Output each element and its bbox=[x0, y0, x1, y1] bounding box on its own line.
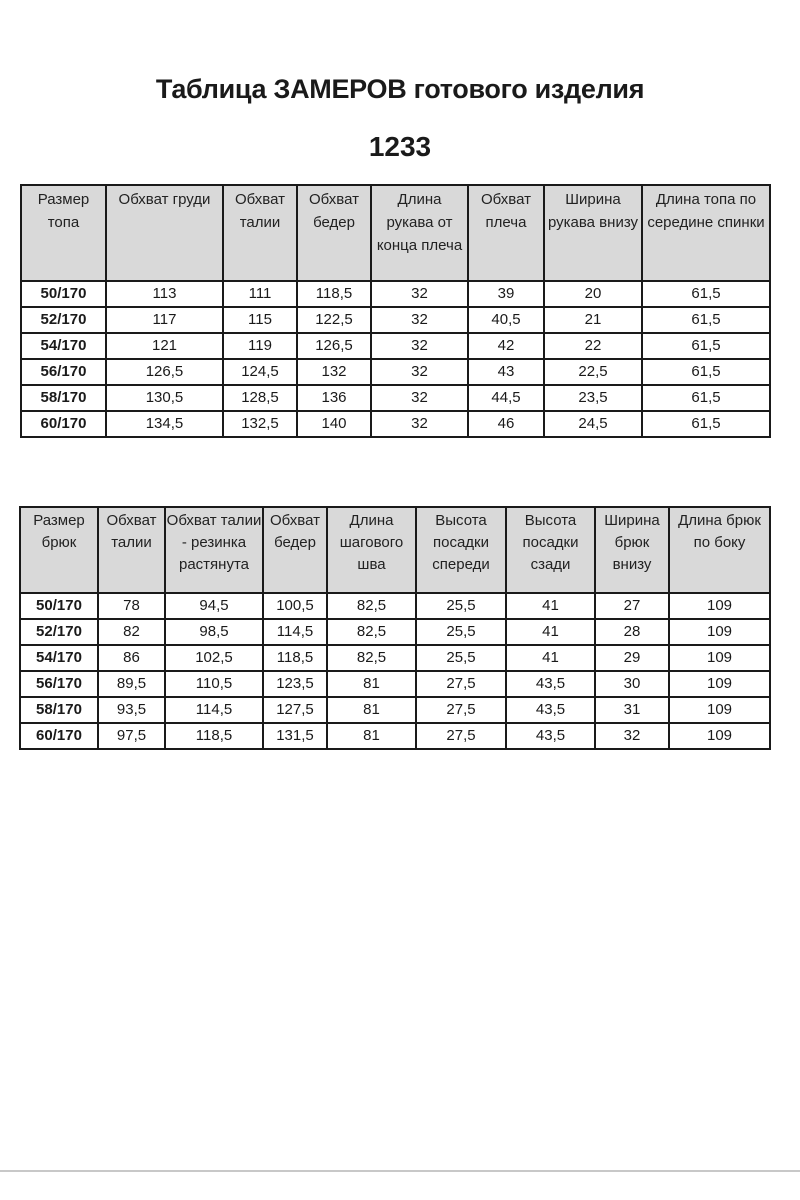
measurement-cell: 28 bbox=[595, 619, 669, 645]
measurement-cell: 102,5 bbox=[165, 645, 263, 671]
column-header: Обхват груди bbox=[106, 185, 223, 281]
measurement-cell: 128,5 bbox=[223, 385, 297, 411]
column-header: Обхват бедер bbox=[297, 185, 371, 281]
measurement-cell: 100,5 bbox=[263, 593, 327, 619]
measurement-cell: 126,5 bbox=[106, 359, 223, 385]
measurement-cell: 114,5 bbox=[165, 697, 263, 723]
measurement-cell: 32 bbox=[371, 307, 468, 333]
measurement-cell: 81 bbox=[327, 671, 416, 697]
measurement-cell: 140 bbox=[297, 411, 371, 437]
top-measurements-table bbox=[20, 184, 771, 438]
measurement-cell: 118,5 bbox=[263, 645, 327, 671]
table-row bbox=[20, 671, 770, 697]
column-header: Ширина брюк внизу bbox=[595, 507, 669, 593]
document-title: Таблица ЗАМЕРОВ готового изделия bbox=[155, 74, 645, 104]
table-row bbox=[20, 723, 770, 749]
measurement-cell: 131,5 bbox=[263, 723, 327, 749]
table-row bbox=[21, 307, 770, 333]
measurement-cell: 41 bbox=[506, 593, 595, 619]
measurement-cell: 134,5 bbox=[106, 411, 223, 437]
measurement-cell: 118,5 bbox=[297, 281, 371, 307]
measurement-cell: 132 bbox=[297, 359, 371, 385]
size-cell: 50/170 bbox=[21, 281, 106, 307]
measurement-cell: 25,5 bbox=[416, 619, 506, 645]
table-row bbox=[21, 281, 770, 307]
trousers-measurements-table bbox=[19, 506, 771, 750]
size-cell: 56/170 bbox=[21, 359, 106, 385]
measurement-cell: 32 bbox=[371, 411, 468, 437]
measurement-cell: 61,5 bbox=[642, 333, 770, 359]
measurement-cell: 41 bbox=[506, 645, 595, 671]
measurement-cell: 43,5 bbox=[506, 723, 595, 749]
size-cell: 58/170 bbox=[21, 385, 106, 411]
measurement-cell: 61,5 bbox=[642, 411, 770, 437]
measurement-cell: 43,5 bbox=[506, 671, 595, 697]
measurement-cell: 44,5 bbox=[468, 385, 544, 411]
measurement-cell: 32 bbox=[371, 385, 468, 411]
column-header: Обхват талии bbox=[98, 507, 165, 593]
measurement-cell: 43,5 bbox=[506, 697, 595, 723]
measurement-cell: 27,5 bbox=[416, 723, 506, 749]
measurement-cell: 121 bbox=[106, 333, 223, 359]
measurement-cell: 32 bbox=[371, 333, 468, 359]
measurement-cell: 82,5 bbox=[327, 593, 416, 619]
column-header: Длина брюк по боку bbox=[669, 507, 770, 593]
measurement-cell: 31 bbox=[595, 697, 669, 723]
measurement-cell: 41 bbox=[506, 619, 595, 645]
measurement-cell: 82 bbox=[98, 619, 165, 645]
measurement-cell: 93,5 bbox=[98, 697, 165, 723]
measurement-cell: 32 bbox=[595, 723, 669, 749]
column-header: Обхват талии - резинка растянута bbox=[165, 507, 263, 593]
column-header: Размер топа bbox=[21, 185, 106, 281]
measurement-cell: 97,5 bbox=[98, 723, 165, 749]
measurement-cell: 22,5 bbox=[544, 359, 642, 385]
measurement-cell: 24,5 bbox=[544, 411, 642, 437]
measurement-cell: 109 bbox=[669, 723, 770, 749]
measurement-cell: 118,5 bbox=[165, 723, 263, 749]
measurement-cell: 124,5 bbox=[223, 359, 297, 385]
measurement-cell: 109 bbox=[669, 671, 770, 697]
size-cell: 54/170 bbox=[20, 645, 98, 671]
table-row bbox=[20, 697, 770, 723]
measurement-cell: 42 bbox=[468, 333, 544, 359]
measurement-cell: 126,5 bbox=[297, 333, 371, 359]
size-cell: 56/170 bbox=[20, 671, 98, 697]
measurement-cell: 89,5 bbox=[98, 671, 165, 697]
column-header: Высота посадки спереди bbox=[416, 507, 506, 593]
size-cell: 52/170 bbox=[20, 619, 98, 645]
measurement-cell: 109 bbox=[669, 619, 770, 645]
measurement-cell: 32 bbox=[371, 281, 468, 307]
measurement-cell: 122,5 bbox=[297, 307, 371, 333]
measurement-cell: 136 bbox=[297, 385, 371, 411]
table-row bbox=[20, 593, 770, 619]
size-cell: 58/170 bbox=[20, 697, 98, 723]
measurement-cell: 127,5 bbox=[263, 697, 327, 723]
measurement-cell: 61,5 bbox=[642, 281, 770, 307]
measurement-cell: 22 bbox=[544, 333, 642, 359]
measurement-cell: 113 bbox=[106, 281, 223, 307]
size-cell: 60/170 bbox=[20, 723, 98, 749]
measurement-cell: 61,5 bbox=[642, 385, 770, 411]
measurement-cell: 82,5 bbox=[327, 619, 416, 645]
measurement-cell: 27,5 bbox=[416, 671, 506, 697]
measurement-cell: 20 bbox=[544, 281, 642, 307]
measurement-cell: 109 bbox=[669, 697, 770, 723]
column-header: Длина топа по середине спинки bbox=[642, 185, 770, 281]
measurement-cell: 82,5 bbox=[327, 645, 416, 671]
size-cell: 60/170 bbox=[21, 411, 106, 437]
column-header: Обхват плеча bbox=[468, 185, 544, 281]
measurement-cell: 110,5 bbox=[165, 671, 263, 697]
measurement-cell: 109 bbox=[669, 593, 770, 619]
table-row bbox=[21, 359, 770, 385]
measurement-cell: 27 bbox=[595, 593, 669, 619]
measurement-cell: 21 bbox=[544, 307, 642, 333]
measurement-cell: 111 bbox=[223, 281, 297, 307]
measurement-cell: 98,5 bbox=[165, 619, 263, 645]
column-header: Длина рукава от конца плеча bbox=[371, 185, 468, 281]
measurement-cell: 109 bbox=[669, 645, 770, 671]
size-cell: 54/170 bbox=[21, 333, 106, 359]
table-row bbox=[20, 619, 770, 645]
column-header: Размер брюк bbox=[20, 507, 98, 593]
measurement-cell: 117 bbox=[106, 307, 223, 333]
measurement-cell: 25,5 bbox=[416, 645, 506, 671]
measurement-cell: 61,5 bbox=[642, 307, 770, 333]
measurement-cell: 86 bbox=[98, 645, 165, 671]
measurement-cell: 25,5 bbox=[416, 593, 506, 619]
table-row bbox=[21, 385, 770, 411]
header-row bbox=[21, 185, 770, 281]
header-row bbox=[20, 507, 770, 593]
measurement-cell: 40,5 bbox=[468, 307, 544, 333]
measurement-cell: 119 bbox=[223, 333, 297, 359]
column-header: Обхват бедер bbox=[263, 507, 327, 593]
measurement-cell: 23,5 bbox=[544, 385, 642, 411]
measurement-cell: 81 bbox=[327, 723, 416, 749]
measurement-cell: 32 bbox=[371, 359, 468, 385]
column-header: Обхват талии bbox=[223, 185, 297, 281]
column-header: Ширина рукава внизу bbox=[544, 185, 642, 281]
measurement-cell: 123,5 bbox=[263, 671, 327, 697]
measurement-cell: 46 bbox=[468, 411, 544, 437]
divider bbox=[0, 1170, 800, 1172]
size-cell: 52/170 bbox=[21, 307, 106, 333]
column-header: Высота посадки сзади bbox=[506, 507, 595, 593]
measurement-cell: 81 bbox=[327, 697, 416, 723]
size-cell: 50/170 bbox=[20, 593, 98, 619]
table-row bbox=[21, 411, 770, 437]
measurement-cell: 43 bbox=[468, 359, 544, 385]
measurement-cell: 29 bbox=[595, 645, 669, 671]
measurement-cell: 30 bbox=[595, 671, 669, 697]
measurement-cell: 27,5 bbox=[416, 697, 506, 723]
measurement-cell: 115 bbox=[223, 307, 297, 333]
measurement-cell: 78 bbox=[98, 593, 165, 619]
measurement-cell: 39 bbox=[468, 281, 544, 307]
table-row bbox=[21, 333, 770, 359]
measurement-cell: 132,5 bbox=[223, 411, 297, 437]
measurement-cell: 114,5 bbox=[263, 619, 327, 645]
column-header: Длина шагового шва bbox=[327, 507, 416, 593]
measurement-cell: 94,5 bbox=[165, 593, 263, 619]
model-number: 1233 bbox=[368, 131, 432, 162]
table-row bbox=[20, 645, 770, 671]
measurement-cell: 130,5 bbox=[106, 385, 223, 411]
measurement-cell: 61,5 bbox=[642, 359, 770, 385]
